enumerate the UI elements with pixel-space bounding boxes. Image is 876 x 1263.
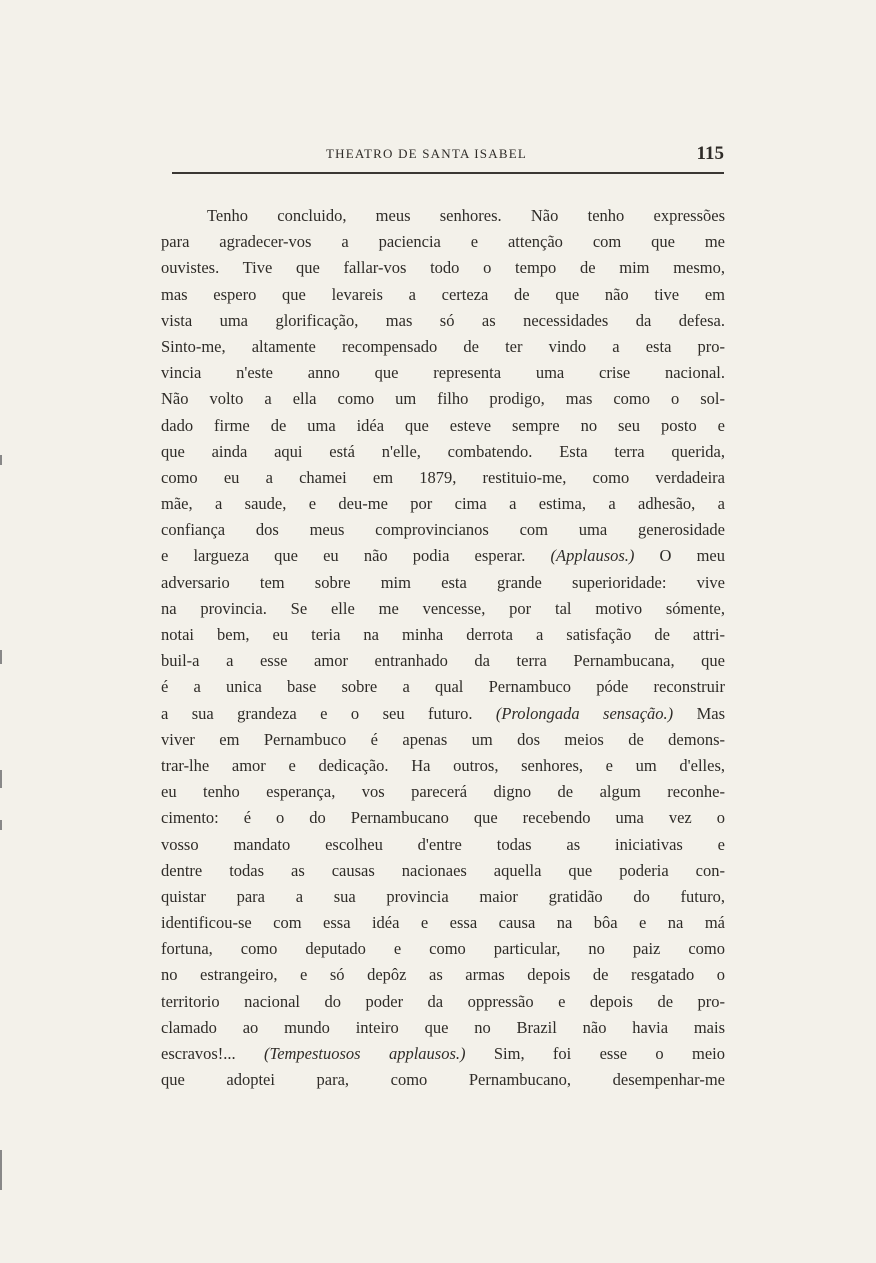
text-line: para agradecer-vos a paciencia e attenção com que me bbox=[161, 232, 725, 252]
text-line: é a unica base sobre a qual Pernambuco póde reconstruir bbox=[161, 677, 725, 697]
text-line: escravos!... (Tempestuosos applausos.) Sim, foi esse o meio bbox=[161, 1044, 725, 1063]
text-line: clamado ao mundo inteiro que no Brazil não havia mais bbox=[161, 1017, 725, 1037]
stage-direction: (Tempestuosos applausos.) bbox=[264, 1044, 466, 1063]
text-line: Sinto-me, altamente recompensado de ter vindo a esta pro- bbox=[161, 336, 725, 356]
text-line: e largueza que eu não podia esperar. (Applausos.) O meu bbox=[161, 546, 726, 566]
text-line: mas espero que levareis a certeza de que não tive em bbox=[161, 284, 725, 304]
page-header bbox=[172, 143, 724, 172]
scan-edge-mark bbox=[0, 820, 2, 830]
scan-edge-mark bbox=[0, 650, 2, 664]
text-line: na provincia. Se elle me vencesse, por tal motivo sómente, bbox=[161, 598, 725, 618]
scan-edge-mark bbox=[0, 770, 2, 788]
text-line: fortuna, como deputado e como particular, no paiz como bbox=[161, 939, 725, 959]
text-line: notai bem, eu teria na minha derrota a satisfação de attri- bbox=[161, 625, 725, 644]
text-line: eu tenho esperança, vos parecerá digno de algum reconhe- bbox=[161, 782, 725, 802]
text-line: buil-a a esse amor entranhado da terra Pernambucana, que bbox=[161, 651, 725, 671]
text-line: dado firme de uma idéa que esteve sempre no seu posto e bbox=[161, 415, 725, 435]
text-line: quistar para a sua provincia maior gratidão do futuro, bbox=[161, 886, 725, 906]
scan-edge-mark bbox=[0, 1150, 2, 1190]
text-line: que adoptei para, como Pernambucano, desempenhar-me bbox=[161, 1070, 725, 1090]
text-line: territorio nacional do poder da oppressão e depois de pro- bbox=[161, 991, 725, 1011]
text-line: identificou-se com essa idéa e essa causa na bôa e na má bbox=[161, 913, 725, 933]
text-line: viver em Pernambuco é apenas um dos meios de demons- bbox=[161, 729, 725, 749]
text-line: que ainda aqui está n'elle, combatendo. Esta terra querida, bbox=[161, 441, 725, 461]
text-line: dentre todas as causas nacionaes aquella que poderia con- bbox=[161, 860, 725, 880]
text-line: trar-lhe amor e dedicação. Ha outros, senhores, e um d'elles, bbox=[161, 755, 725, 775]
body-text bbox=[161, 203, 725, 1093]
text-line: vincia n'este anno que representa uma crise nacional. bbox=[161, 363, 725, 383]
text-line: vista uma glorificação, mas só as necessidades da defesa. bbox=[161, 310, 725, 330]
running-title: THEATRO DE SANTA ISABEL bbox=[326, 146, 527, 161]
text-line: Tenho concluido, meus senhores. Não tenho expressões bbox=[207, 206, 725, 225]
text-line: no estrangeiro, e só depôz as armas depois de resgatado o bbox=[161, 965, 725, 985]
text-line: ouvistes. Tive que fallar-vos todo o tempo de mim mesmo, bbox=[161, 258, 725, 278]
page-number: 115 bbox=[696, 143, 724, 164]
text-line: mãe, a saude, e deu-me por cima a estima, a adhesão, a bbox=[161, 494, 725, 514]
stage-direction: (Applausos.) bbox=[550, 546, 635, 566]
text-line: a sua grandeza e o seu futuro. (Prolongada sensação.) Mas bbox=[161, 703, 726, 723]
text-line: como eu a chamei em 1879, restituio-me, como verdadeira bbox=[161, 467, 725, 487]
text-line: adversario tem sobre mim esta grande superioridade: vive bbox=[161, 572, 725, 592]
scan-edge-mark bbox=[0, 455, 2, 465]
text-line: Não volto a ella como um filho prodigo, mas como o sol- bbox=[161, 389, 725, 409]
stage-direction: (Prolongada sensação.) bbox=[495, 703, 674, 723]
text-line: cimento: é o do Pernambucano que recebendo uma vez o bbox=[161, 808, 725, 828]
text-line: vosso mandato escolheu d'entre todas as iniciativas e bbox=[161, 834, 725, 854]
header-rule bbox=[172, 172, 724, 174]
text-line: confiança dos meus comprovincianos com uma generosidade bbox=[161, 520, 725, 540]
